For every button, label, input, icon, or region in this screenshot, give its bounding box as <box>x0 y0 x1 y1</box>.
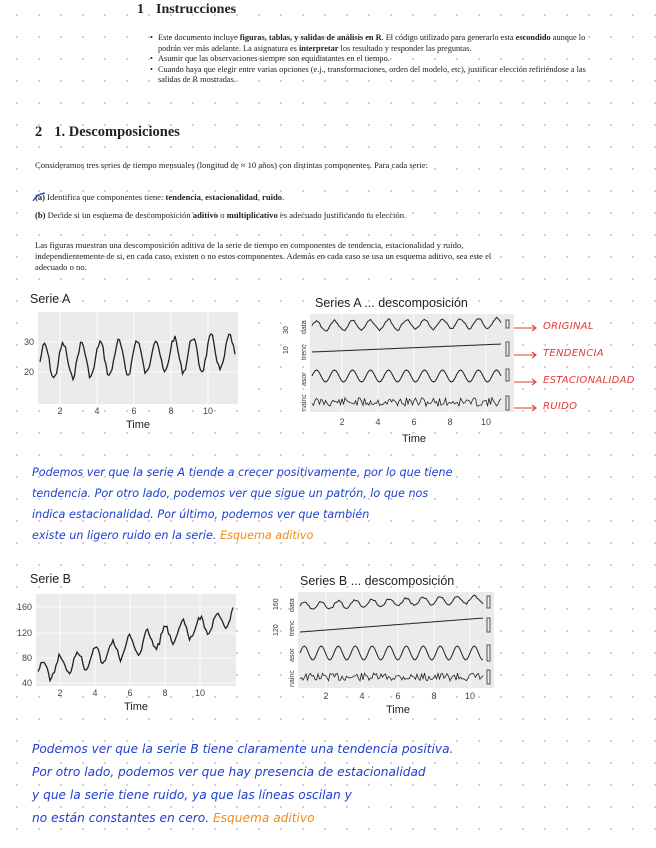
question-a <box>35 192 505 203</box>
panel-label-seasonal: asor <box>301 372 308 386</box>
x-tick-label: 6 <box>127 688 133 698</box>
panel-label-data: data <box>289 598 296 612</box>
y-tick-label: 120 <box>16 628 32 638</box>
answer-line: existe un ligero ruido en la serie. Esquema aditivo <box>32 529 314 542</box>
instructions-list <box>150 33 600 86</box>
answer-line: Por otro lado, podemos ver que hay presencia de estacionalidad <box>32 765 426 779</box>
panel-label-trend: trenc <box>301 344 308 360</box>
answer-line: y que la serie tiene ruido, ya que las líneas oscilan y <box>32 788 352 802</box>
y-tick-label: 80 <box>21 653 32 663</box>
panel-label-remainder: nainc <box>301 394 308 411</box>
instruction-item: • Cuando haya que elegir entre varias opciones (e.j., transformaciones, orden del modelo, etc), justificar elección refiriéndose a las salidas de R mostradas. <box>150 65 600 86</box>
question-b-text: Decide si un esquema de descomposición aditivo o multiplicativo es adecuado justificando tu elección. <box>45 210 407 220</box>
x-tick-label: 2 <box>323 691 329 701</box>
question-a-label: (a) <box>35 192 46 202</box>
scheme-label: Esquema aditivo <box>212 811 315 825</box>
panel-label-trend: trenc <box>289 620 296 636</box>
panel-tick: 120 <box>273 624 280 636</box>
y-tick-label: 40 <box>21 678 32 688</box>
answer-line: indica estacionalidad. Por último, podemos ver que también <box>32 508 370 521</box>
plot-panel <box>298 592 494 688</box>
section-title: 1. Descomposiciones <box>54 124 180 140</box>
panel-tick: 30 <box>283 326 290 334</box>
question-b <box>35 210 505 221</box>
serie-b-decomp-title: Series B ... descomposición <box>300 574 455 588</box>
panel-label-seasonal: asor <box>289 648 296 662</box>
panel-label-remainder: nainc <box>289 670 296 687</box>
panel-tick: 10 <box>283 346 290 354</box>
question-b-label: (b) <box>35 210 46 220</box>
serie-b-title: Serie B <box>30 572 71 586</box>
plot-panel <box>36 594 236 686</box>
x-tick-label: 10 <box>480 417 492 427</box>
answer-line: Podemos ver que la serie B tiene claramente una tendencia positiva. <box>32 742 454 756</box>
x-tick-label: 2 <box>57 406 63 416</box>
annotation-tendencia: TENDENCIA <box>543 348 604 359</box>
serie-a-title: Serie A <box>30 292 71 306</box>
x-axis-label: Time <box>125 419 151 431</box>
x-tick-label: 6 <box>131 406 137 416</box>
x-tick-label: 8 <box>447 417 453 427</box>
answer-serie-a <box>32 462 642 546</box>
panel-label-data: data <box>301 320 308 334</box>
x-tick-label: 4 <box>359 691 365 701</box>
annotation-estacionalidad: ESTACIONALIDAD <box>543 375 635 386</box>
instruction-item: • Este documento incluye figuras, tablas, y salidas de análisis en R. El código utilizado para generarlo esta escondido aunque lo podrán ver más adelante. La asignatura es interpretar los resultado y responder las preguntas. <box>150 33 600 54</box>
serie-b-decomp-plot <box>258 590 503 718</box>
instruction-item: • Asumir que las observaciones siempre son equidistantes en el tiempo. <box>150 54 600 65</box>
panel-tick: 160 <box>273 598 280 610</box>
y-tick-label: 30 <box>23 337 34 347</box>
x-tick-label: 6 <box>395 691 401 701</box>
serie-a-plot <box>8 310 248 435</box>
serie-b-plot <box>4 590 248 715</box>
x-tick-label: 4 <box>94 406 100 416</box>
x-tick-label: 8 <box>431 691 437 701</box>
x-axis-label: Time <box>401 433 427 445</box>
serie-a-decomp-plot <box>272 312 522 450</box>
x-tick-label: 8 <box>168 406 174 416</box>
y-tick-label: 160 <box>16 602 32 612</box>
plot-panel <box>310 314 514 412</box>
serie-a-decomp-title: Series A ... descomposición <box>315 296 468 310</box>
x-axis-label: Time <box>123 701 149 713</box>
x-tick-label: 2 <box>339 417 345 427</box>
x-tick-label: 6 <box>411 417 417 427</box>
x-tick-label: 4 <box>92 688 98 698</box>
y-tick-label: 20 <box>23 367 34 377</box>
section-2-heading <box>35 124 180 141</box>
x-axis-label: Time <box>385 704 411 716</box>
annotation-ruido: RUIDO <box>543 401 578 412</box>
answer-line: tendencia. Por otro lado, podemos ver que sigue un patrón, lo que nos <box>32 487 429 500</box>
x-tick-label: 10 <box>202 406 214 416</box>
panel-labels <box>283 320 308 411</box>
x-tick-label: 10 <box>464 691 476 701</box>
answer-serie-b <box>32 738 647 830</box>
annotation-original: ORIGINAL <box>543 321 594 332</box>
x-tick-label: 4 <box>375 417 381 427</box>
pen-check-mark <box>31 192 49 204</box>
question-a-text: Identifica que componentes tiene: tendencia, estacionalidad, ruido. <box>45 192 285 202</box>
answer-line: no están constantes en cero. Esquema aditivo <box>32 811 315 825</box>
answer-line: Podemos ver que la serie A tiende a crecer positivamente, por lo que tiene <box>32 466 453 479</box>
section-number: 2 <box>35 124 43 140</box>
description-paragraph: Las figuras muestran una descomposición aditiva de la serie de tiempo en componentes de tendencia, estacionalidad y ruido, independientemente de si, en cada caso, existen o no estos componentes. Además en cada caso se usa un esquema aditivo, sea este el adecuado o no. <box>35 240 492 272</box>
annotation-arrows <box>512 318 544 418</box>
section-title: Instrucciones <box>156 2 237 17</box>
x-tick-label: 2 <box>57 688 63 698</box>
intro-paragraph: Consideramos tres series de tiempo mensuales (longitud de ≈ 10 años) con distintas componentes. Para cada serie: <box>35 160 429 170</box>
x-tick-label: 8 <box>162 688 168 698</box>
scheme-label: Esquema aditivo <box>219 529 314 542</box>
section-number: 1 <box>137 2 144 17</box>
panel-labels <box>273 598 296 687</box>
section-1-heading <box>137 2 236 18</box>
x-tick-label: 10 <box>194 688 206 698</box>
